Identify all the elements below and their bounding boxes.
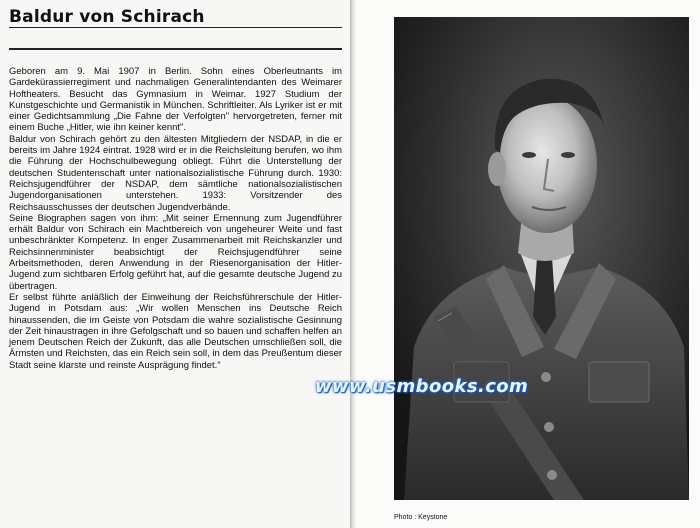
biography-paragraph-1: Geboren am 9. Mai 1907 in Berlin. Sohn eines Oberleutnants im Gardekürassierregiment und nachmaligen Generalintendanten des Weimarer Hoftheaters. Besucht das Gymnasium in Weimar. 1927 Studium der Kunstgeschichte und Germanistik in München. Schriftleiter. Als Lyriker ist er mit einer Gedichtsammlung „Die Fahne der Verfolgten" hervorgetreten, ferner mit einem Buche „Hitler, wie ihn keiner kennt".: [9, 66, 342, 134]
portrait-photo: [394, 17, 689, 500]
biography-text: [9, 66, 342, 371]
biography-paragraph-2: Baldur von Schirach gehört zu den ältesten Mitgliedern der NSDAP, in die er bereits im Jahre 1924 eintrat. 1928 wird er in die Reichsleitung berufen, wo ihm die Führung der Hochschulbewegung obliegt. Führt die Unterstellung der deutschen Studentenschaft unter nationalsozialistische Führung durch. 1930: Reichsjugendführer der NSDAP, dem sämtliche nationalsozialistischen Jugendorganisationen unterstehen. 1933: Vorsitzender des Reichsausschusses der deutschen Jugendverbände.: [9, 133, 342, 213]
biography-paragraph-4: Er selbst führte anläßlich der Einweihung der Reichsführerschule der Hitler-Jugend in Potsdam aus: „Wir wollen Menschen ins Deutsche Reich hinaussenden, die im Geiste von Potsdam die wahre sozialistische Gesinnung der Zeit hinaustragen in ihre Gefolgschaft und so bauen und schaffen helfen an jenem Deutschen Reich der Zukunft, das alle Deutschen umschließen soll, die Ärmsten und Reichsten, das ein Reich sein soll, in dem das Preußentum dieser Stadt seine klarste und reinste Ausprägung findet.": [9, 291, 342, 371]
biography-paragraph-3: Seine Biographen sagen von ihm: „Mit seiner Ernennung zum Jugendführer erhält Baldur von Schirach ein Machtbereich von ungeheurer Weite und fast unbeschränkter Kompetenz. In enger Zusammenarbeit mit Reichskanzler und Reichsinnenminister beabsichtigt der Reichsjugendführer seine Arbeitsmethoden, deren Anwendung in der Riesenorganisation der Hitler-Jugend zum sichtbaren Erfolg geführt hat, auf die gesamte deutsche Jugend zu übertragen.: [9, 212, 342, 292]
header-divider: [9, 48, 342, 50]
photo-credit: Photo : Keystone: [394, 514, 448, 521]
book-gutter: [350, 0, 358, 528]
page-title: Baldur von Schirach: [9, 7, 205, 27]
website-watermark[interactable]: www.usmbooks.com: [315, 376, 529, 397]
portrait-illustration: [394, 17, 689, 500]
title-rule: [9, 27, 342, 28]
